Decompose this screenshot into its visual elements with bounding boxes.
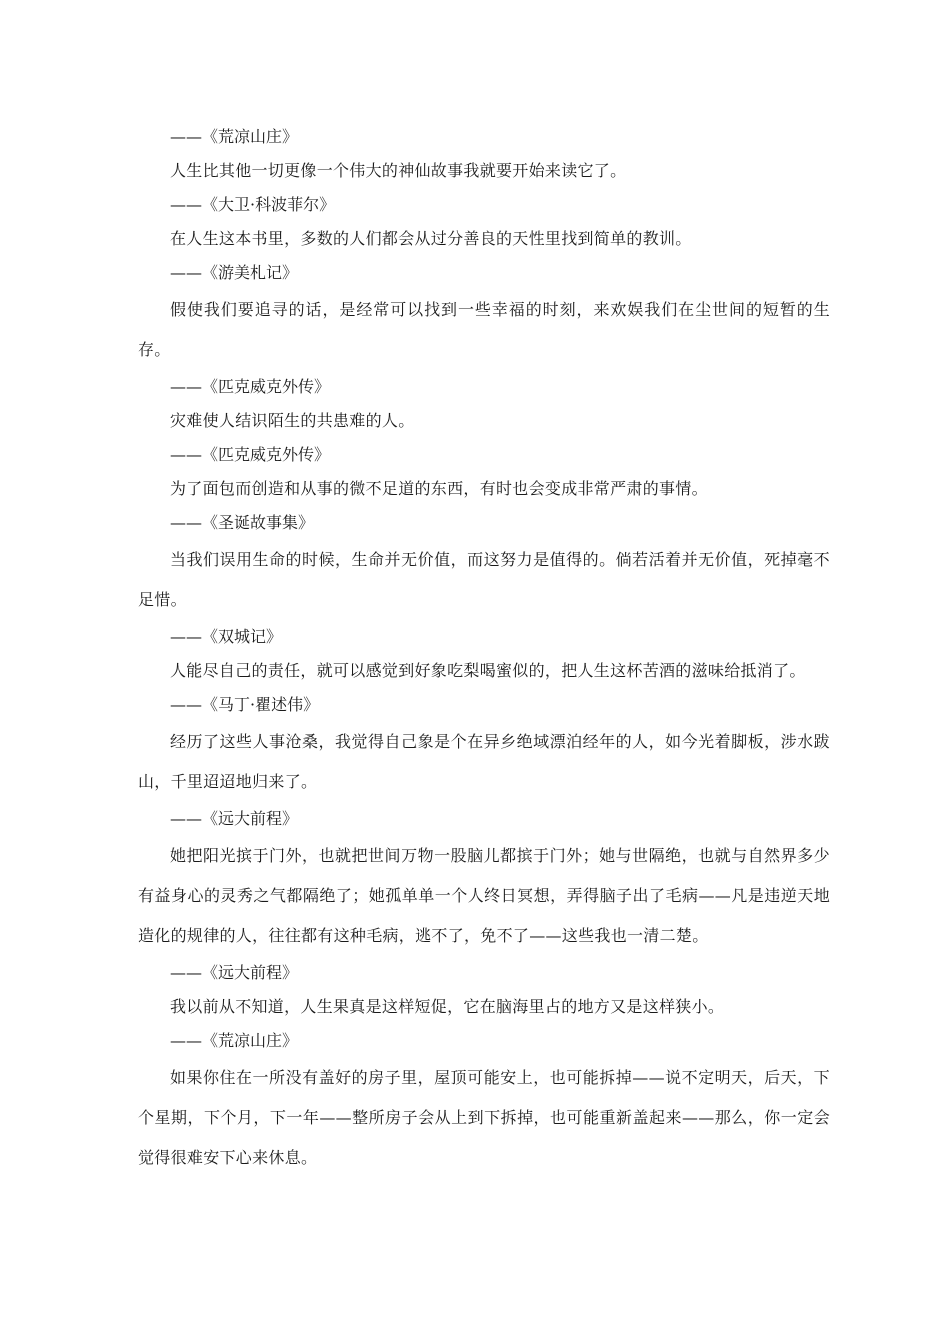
quote-paragraph: 灾难使人结识陌生的共患难的人。 bbox=[170, 411, 415, 430]
source-citation: ——《荒凉山庄》 bbox=[170, 127, 299, 146]
source-citation: ——《匹克威克外传》 bbox=[170, 445, 331, 464]
source-citation: ——《荒凉山庄》 bbox=[170, 1031, 299, 1050]
quote-paragraph: 假使我们要追寻的话，是经常可以找到一些幸福的时刻，来欢娱我们在尘世间的短暂的生存。 bbox=[138, 300, 830, 359]
source-citation: ——《双城记》 bbox=[170, 627, 283, 646]
quote-paragraph: 经历了这些人事沧桑，我觉得自己象是个在异乡绝域漂泊经年的人，如今光着脚板，涉水跋山，千里迢迢地归来了。 bbox=[138, 732, 830, 791]
quote-paragraph: 我以前从不知道，人生果真是这样短促，它在脑海里占的地方又是这样狭小。 bbox=[170, 997, 725, 1016]
quote-list bbox=[138, 120, 830, 1178]
source-citation: ——《圣诞故事集》 bbox=[170, 513, 315, 532]
source-citation: ——《远大前程》 bbox=[170, 963, 299, 982]
source-citation: ——《匹克威克外传》 bbox=[170, 377, 331, 396]
quote-paragraph: 人能尽自己的责任，就可以感觉到好象吃梨喝蜜似的，把人生这杯苦酒的滋味给抵消了。 bbox=[170, 661, 806, 680]
quote-paragraph: 在人生这本书里，多数的人们都会从过分善良的天性里找到简单的教训。 bbox=[170, 229, 692, 248]
source-citation: ——《游美札记》 bbox=[170, 263, 299, 282]
quote-paragraph: 如果你住在一所没有盖好的房子里，屋顶可能安上，也可能拆掉——说不定明天，后天，下个星期，下个月，下一年——整所房子会从上到下拆掉，也可能重新盖起来——那么，你一定会觉得很难安下心来休息。 bbox=[138, 1068, 830, 1167]
quote-paragraph: 她把阳光摈于门外，也就把世间万物一股脑儿都摈于门外；她与世隔绝，也就与自然界多少有益身心的灵秀之气都隔绝了；她孤单单一个人终日冥想，弄得脑子出了毛病——凡是违逆天地造化的规律的人，往往都有这种毛病，逃不了，免不了——这些我也一清二楚。 bbox=[138, 846, 830, 945]
source-citation: ——《远大前程》 bbox=[170, 809, 299, 828]
source-citation: ——《大卫·科波菲尔》 bbox=[170, 195, 336, 214]
quote-paragraph: 人生比其他一切更像一个伟大的神仙故事我就要开始来读它了。 bbox=[170, 161, 627, 180]
quote-paragraph: 当我们误用生命的时候，生命并无价值，而这努力是值得的。倘若活着并无价值，死掉毫不足惜。 bbox=[138, 550, 830, 609]
source-citation: ——《马丁·瞿述伟》 bbox=[170, 695, 320, 714]
quote-paragraph: 为了面包而创造和从事的微不足道的东西，有时也会变成非常严肃的事情。 bbox=[170, 479, 708, 498]
